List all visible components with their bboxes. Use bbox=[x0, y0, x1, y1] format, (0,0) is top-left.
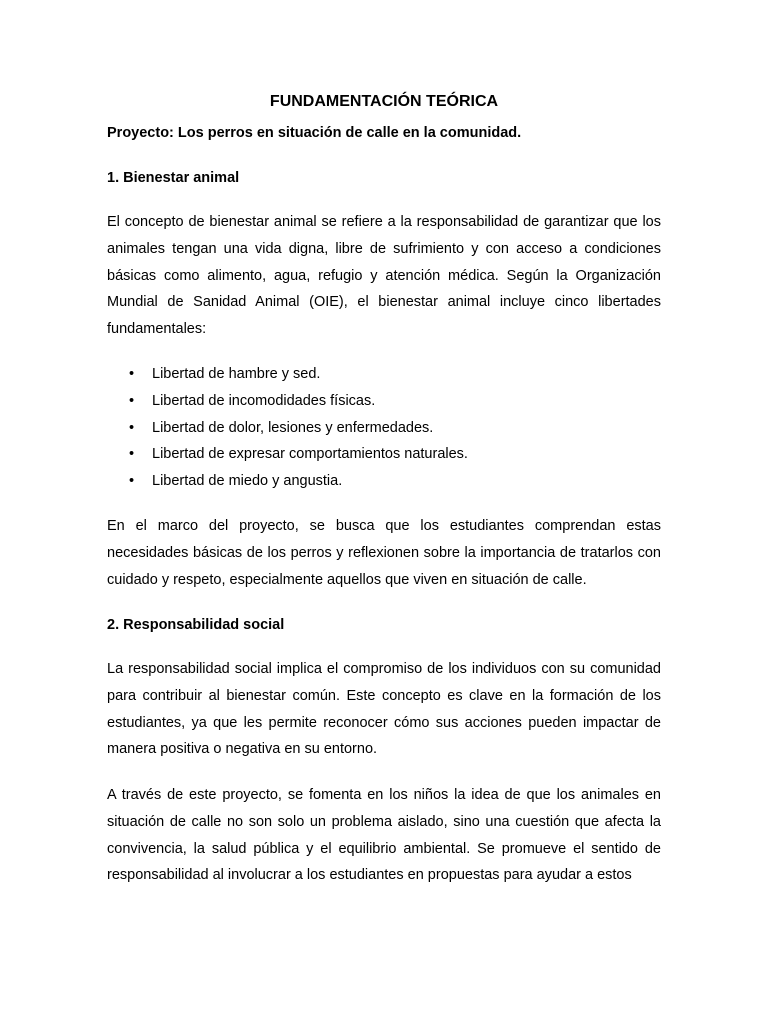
list-item bbox=[107, 468, 661, 495]
list-item-text: Libertad de hambre y sed. bbox=[152, 366, 321, 382]
paragraph-responsabilidad-intro: La responsabilidad social implica el compromiso de los individuos con su comunidad para contribuir al bienestar común. Este concepto es clave en la formación de los estudiantes, ya que les permite reconocer cómo sus acciones pueden impactar de manera positiva o negativa en su entorno. bbox=[107, 661, 661, 758]
paragraph-bienestar-intro: El concepto de bienestar animal se refiere a la responsabilidad de garantizar que los animales tengan una vida digna, libre de sufrimiento y con acceso a condiciones básicas como alimento, agua, refugio y atención médica. Según la Organización Mundial de Sanidad Animal (OIE), el bienestar animal incluye cinco libertades fundamentales: bbox=[107, 214, 661, 338]
list-item-text: Libertad de expresar comportamientos naturales. bbox=[152, 446, 468, 463]
section-heading-bienestar-animal: 1. Bienestar animal bbox=[107, 170, 240, 186]
list-item bbox=[107, 441, 661, 468]
list-item bbox=[107, 361, 661, 388]
bullet-icon: • bbox=[129, 446, 135, 463]
bullet-icon: • bbox=[129, 473, 135, 490]
list-item bbox=[107, 415, 661, 442]
list-item-text: Libertad de incomodidades físicas. bbox=[152, 392, 376, 409]
paragraph-bienestar-proyecto: En el marco del proyecto, se busca que los estudiantes comprendan estas necesidades básicas de los perros y reflexionen sobre la importancia de tratarlos con cuidado y respeto, especialmente aquellos que viven en situación de calle. bbox=[107, 518, 661, 588]
bullet-icon: • bbox=[129, 392, 135, 409]
list-item-text: Libertad de miedo y angustia. bbox=[152, 473, 343, 490]
section-heading-responsabilidad-social: 2. Responsabilidad social bbox=[107, 617, 285, 633]
document-title: FUNDAMENTACIÓN TEÓRICA bbox=[269, 93, 499, 110]
list-item-text: Libertad de dolor, lesiones y enfermedades. bbox=[152, 419, 434, 436]
bullet-icon: • bbox=[129, 366, 135, 382]
bullet-icon: • bbox=[129, 419, 135, 436]
list-item bbox=[107, 388, 661, 415]
project-line: Proyecto: Los perros en situación de calle en la comunidad. bbox=[107, 125, 522, 141]
freedoms-list bbox=[107, 361, 661, 495]
paragraph-responsabilidad-proyecto: A través de este proyecto, se fomenta en los niños la idea de que los animales en situación de calle no son solo un problema aislado, sino una cuestión que afecta la convivencia, la salud pública y el equilibrio ambiental. Se promueve el sentido de responsabilidad al involucrar a los estudiantes en propuestas para ayudar a estos bbox=[107, 787, 661, 884]
